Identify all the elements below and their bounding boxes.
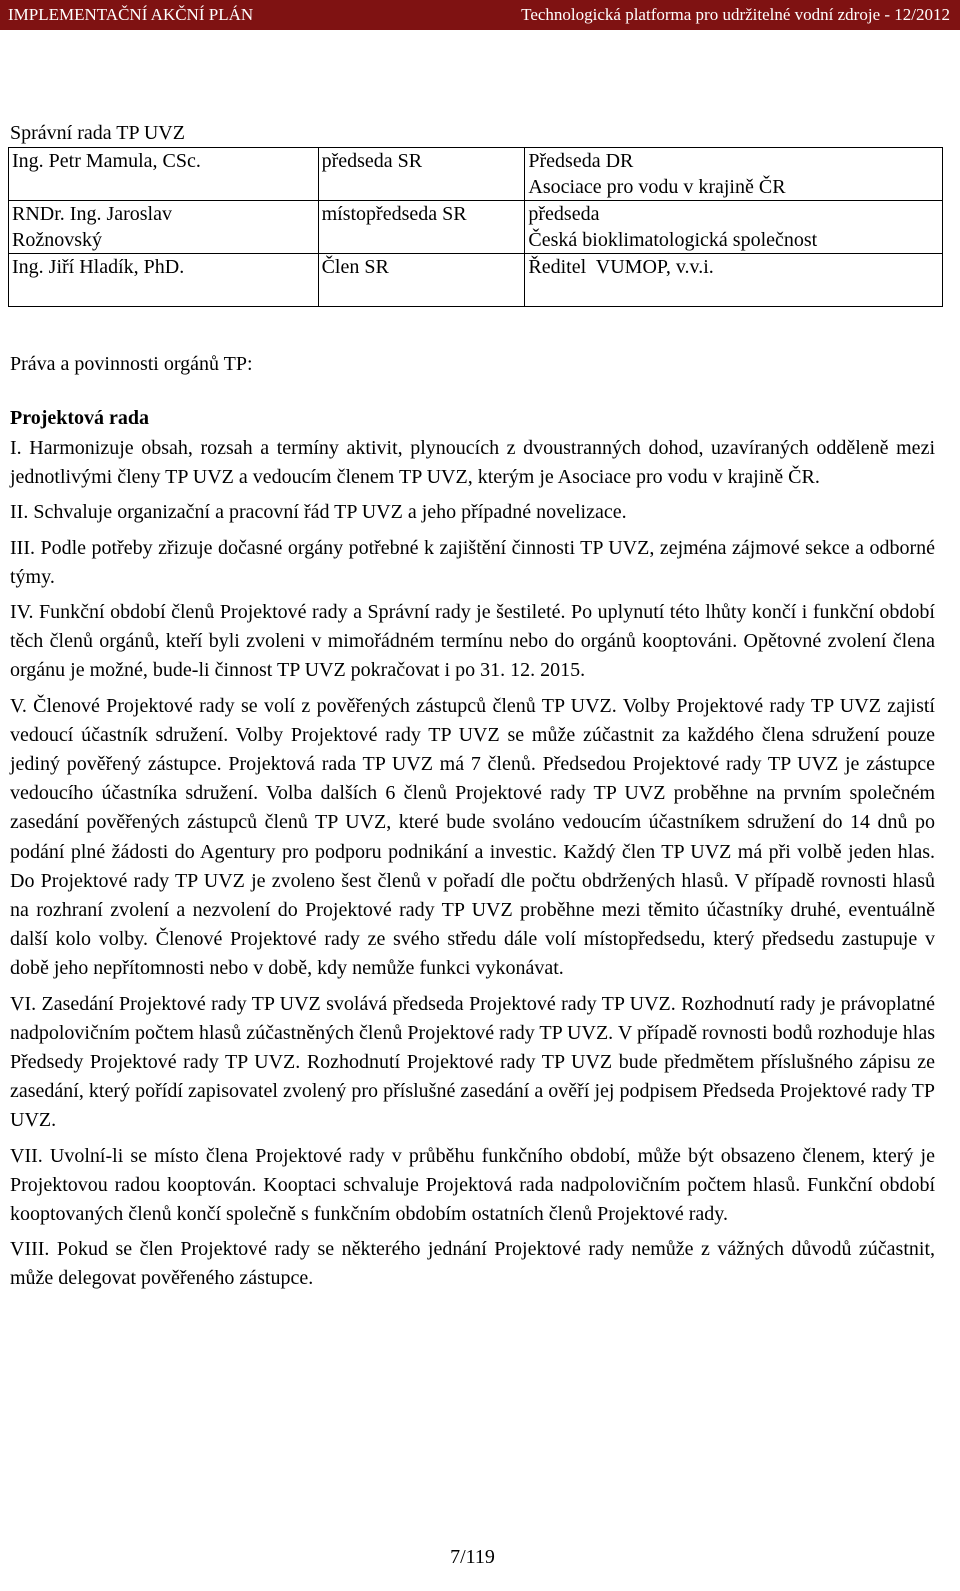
spravni-rada-table (8, 147, 943, 307)
member-affiliation-cell (525, 254, 943, 307)
member-role: předseda SR (321, 150, 423, 172)
projektova-rada-heading: Projektová rada (10, 407, 150, 429)
member-name-cell (9, 148, 319, 201)
table-row (9, 201, 943, 254)
member-affiliation-line: předseda (528, 203, 600, 225)
member-role-cell (318, 201, 525, 254)
member-name: Ing. Petr Mamula, CSc. (12, 150, 201, 172)
member-affiliation-line: Předseda DR (528, 150, 634, 172)
page-header (0, 0, 960, 30)
member-role: Člen SR (321, 256, 389, 278)
rights-heading: Práva a povinnosti orgánů TP: (10, 353, 253, 375)
member-affiliation-line: Ředitel VUMOP, v.v.i. (528, 256, 714, 278)
header-platform-name: Technologická platforma pro udržitelné vodní zdroje - 12/2012 (521, 5, 950, 24)
table-row (9, 148, 943, 201)
header-document-title: IMPLEMENTAČNÍ AKČNÍ PLÁN (8, 5, 254, 24)
member-affiliation-line: Asociace pro vodu v krajině ČR (528, 176, 786, 198)
member-name: RNDr. Ing. Jaroslav (12, 203, 172, 225)
member-affiliation-cell (525, 201, 943, 254)
paragraph-iii: III. Podle potřeby zřizuje dočasné orgány potřebné k zajištění činnosti TP UVZ, zejména zájmové sekce a odborné týmy. (10, 536, 935, 588)
paragraph-vii: VII. Uvolní-li se místo člena Projektové rady v průběhu funkčního období, může být obsazeno členem, který je Projektovou radou kooptován. Kooptaci schvaluje Projektová rada nadpolovičním počtem hlasů. Funkční období kooptovaných členů končí společně s funkčním obdobím ostatních členů Projektové rady. (10, 1144, 935, 1226)
paragraph-v: V. Členové Projektové rady se volí z pověřených zástupců členů TP UVZ. Volby Projektové rady TP UVZ zajistí vedoucí účastník sdružení. Volby Projektové rady TP UVZ se může zúčastnit za každého člena sdružení pouze jediný pověřený zástupce. Projektová rada TP UVZ má 7 členů. Předsedou Projektové rady TP UVZ je zástupce vedoucího účastníka sdružení. Volba dalších 6 členů Projektové rady TP UVZ proběhne na prvním společném zasedání pověřených zástupců členů TP UVZ, které bude svoláno vedoucím účastníkem sdružení do 14 dnů po podání plné žádosti do Agentury pro podporu podnikání a investic. Každý člen TP UVZ má při volbě jeden hlas. Do Projektové rady TP UVZ je zvoleno šest členů v pořadí dle počtu obdržených hlasů. V případě rovnosti hlasů na rozhraní zvolení a nezvolení do Projektové rady TP UVZ proběhne mezi těmito účastníky druhé, eventuálně další kolo volby. Členové Projektové rady ze svého středu dále volí místopředsedu, který předsedu zastupuje v době jeho nepřítomnosti nebo v době, kdy nemůže funkci vykonávat. (10, 694, 935, 980)
member-name-cell (9, 254, 319, 307)
projektova-rada-content (10, 434, 935, 1300)
paragraph-ii: II. Schvaluje organizační a pracovní řád TP UVZ a jeho případné novelizace. (10, 501, 627, 524)
paragraph-i: I. Harmonizuje obsah, rozsah a termíny aktivit, plynoucích z dvoustranných dohod, uzavíraných odděleně mezi jednotlivými členy TP UVZ a vedoucím členem TP UVZ, kterým je Asociace pro vodu v krajině ČR. (10, 437, 935, 489)
member-role: místopředseda SR (321, 203, 467, 225)
member-name: Rožnovský (12, 229, 102, 251)
spravni-rada-title: Správní rada TP UVZ (10, 122, 185, 144)
member-role-cell (318, 148, 525, 201)
member-name: Ing. Jiří Hladík, PhD. (12, 256, 185, 278)
paragraph-viii: VIII. Pokud se člen Projektové rady se některého jednání Projektové rady nemůže z vážných důvodů zúčastnit, může delegovat pověřeného zástupce. (10, 1238, 935, 1290)
paragraph-iv: IV. Funkční období členů Projektové rady a Správní rady je šestileté. Po uplynutí této lhůty končí i funkční období těch členů orgánů, kteří byli zvoleni v mimořádném termínu nebo do orgánů kooptováni. Opětovné zvolení člena orgánu je možné, bude-li činnost TP UVZ pokračovat i po 31. 12. 2015. (10, 601, 935, 682)
member-affiliation-line: Česká bioklimatologická společnost (528, 229, 818, 251)
member-name-cell (9, 201, 319, 254)
member-role-cell (318, 254, 525, 307)
page-number: 7/119 (450, 1546, 495, 1568)
member-affiliation-cell (525, 148, 943, 201)
paragraph-vi: VI. Zasedání Projektové rady TP UVZ svolává předseda Projektové rady TP UVZ. Rozhodnutí rady je právoplatné nadpolovičním počtem hlasů zúčastněných členů Projektové rady TP UVZ. V případě rovnosti bodů rozhoduje hlas Předsedy Projektové rady TP UVZ. Rozhodnutí Projektové rady TP UVZ bude předmětem příslušného zápisu ze zasedání, který pořídí zapisovatel zvolený pro příslušné zasedání a ověří jej podpisem Předseda Projektové rady TP UVZ. (10, 992, 935, 1132)
table-row (9, 254, 943, 307)
